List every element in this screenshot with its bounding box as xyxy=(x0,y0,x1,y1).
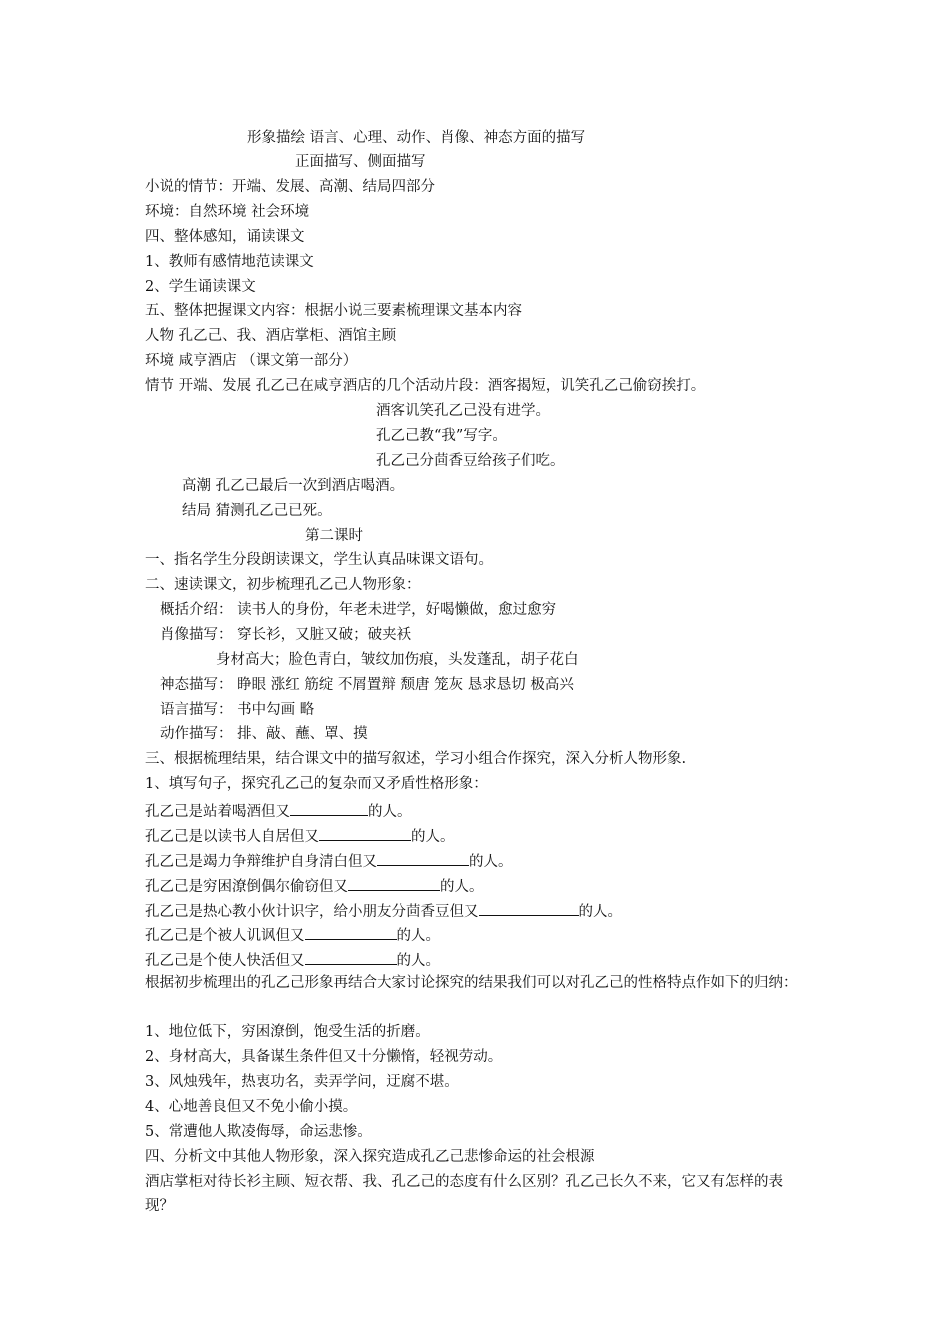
section-heading: 五、整体把握课文内容：根据小说三要素梳理课文基本内容 xyxy=(145,303,522,319)
text-line: 形象描绘 语言、心理、动作、肖像、神态方面的描写 xyxy=(247,130,586,146)
text-line: 小说的情节：开端、发展、高潮、结局四部分 xyxy=(145,179,435,195)
fill-in-sentence: 孔乙己是站着喝酒但又 的人。 xyxy=(145,799,412,822)
lesson-title: 第二课时 xyxy=(305,528,363,544)
section-heading: 三、根据梳理结果，结合课文中的描写叙述，学习小组合作探究，深入分析人物形象. xyxy=(145,751,687,767)
text-line: 孔乙己教“我”写字。 xyxy=(376,428,507,444)
list-item: 5、常遭他人欺凌侮辱，命运悲惨。 xyxy=(145,1124,372,1140)
text-line: 情节 开端、发展 孔乙己在咸亨酒店的几个活动片段：酒客揭短，讥笑孔乙己偷窃挨打。 xyxy=(145,378,706,394)
answer-blank xyxy=(305,923,397,940)
answer-blank xyxy=(348,874,440,891)
list-item: 3、风烛残年，热衷功名，卖弄学问，迂腐不堪。 xyxy=(145,1074,459,1090)
text-line: 1、填写句子，探究孔乙己的复杂而又矛盾性格形象： xyxy=(145,776,488,792)
text-line: 神态描写： 睁眼 涨红 筋绽 不屑置辩 颓唐 笼灰 恳求恳切 极高兴 xyxy=(160,677,574,693)
text-line: 环境 咸亨酒店 （课文第一部分） xyxy=(145,353,358,369)
paragraph: 酒店掌柜对待长衫主顾、短衣帮、我、孔乙己的态度有什么区别？孔乙己长久不来，它又有怎样的表现？ xyxy=(145,1174,783,1214)
section-heading: 一、指名学生分段朗读课文，学生认真品味课文语句。 xyxy=(145,552,493,568)
text-line: 语言描写： 书中勾画 略 xyxy=(160,702,315,718)
answer-blank xyxy=(305,948,397,965)
answer-blank xyxy=(377,849,469,866)
list-item: 2、身材高大，具备谋生条件但又十分懒惰，轻视劳动。 xyxy=(145,1049,503,1065)
text-line: 2、学生诵读课文 xyxy=(145,279,256,295)
fill-in-sentence: 孔乙己是个使人快活但又 的人。 xyxy=(145,948,440,971)
list-item: 4、心地善良但又不免小偷小摸。 xyxy=(145,1099,358,1115)
text-line: 结局 猜测孔乙己已死。 xyxy=(182,503,332,519)
text-line: 高潮 孔乙己最后一次到酒店喝酒。 xyxy=(182,478,405,494)
text-line: 环境：自然环境 社会环境 xyxy=(145,204,310,220)
fill-in-sentence: 孔乙己是热心教小伙计识字，给小朋友分茴香豆但又 的人。 xyxy=(145,899,622,922)
fill-in-sentence: 孔乙己是穷困潦倒偶尔偷窃但又 的人。 xyxy=(145,874,484,897)
list-item: 1、地位低下，穷困潦倒，饱受生活的折磨。 xyxy=(145,1024,430,1040)
text-line: 正面描写、侧面描写 xyxy=(295,154,426,170)
fill-in-sentence: 孔乙己是竭力争辩维护自身清白但又 的人。 xyxy=(145,849,513,872)
text-line: 孔乙己分茴香豆给孩子们吃。 xyxy=(376,453,565,469)
answer-blank xyxy=(319,824,411,841)
section-heading: 四、分析文中其他人物形象，深入探究造成孔乙己悲惨命运的社会根源 xyxy=(145,1149,595,1165)
section-heading: 四、整体感知，诵读课文 xyxy=(145,229,305,245)
answer-blank xyxy=(290,799,368,816)
text-line: 肖像描写： 穿长衫，又脏又破；破夹袄 xyxy=(160,627,412,643)
section-heading: 二、速读课文，初步梳理孔乙己人物形象： xyxy=(145,577,421,593)
fill-in-sentence: 孔乙己是个被人讥讽但又 的人。 xyxy=(145,923,440,946)
text-line: 动作描写： 排、敲、蘸、罩、摸 xyxy=(160,726,368,742)
text-line: 概括介绍： 读书人的身份，年老未进学，好喝懒做，愈过愈穷 xyxy=(160,602,557,618)
text-line: 酒客讥笑孔乙己没有进学。 xyxy=(376,403,550,419)
text-line: 1、教师有感情地范读课文 xyxy=(145,254,314,270)
text-line: 身材高大；脸色青白，皱纹加伤痕，头发蓬乱，胡子花白 xyxy=(216,652,579,668)
text-line: 人物 孔乙己、我、酒店掌柜、酒馆主顾 xyxy=(145,328,397,344)
answer-blank xyxy=(479,899,579,916)
paragraph: 根据初步梳理出的孔乙己形象再结合大家讨论探究的结果我们可以对孔乙己的性格特点作如下的归纳： xyxy=(145,975,798,991)
fill-in-sentence: 孔乙己是以读书人自居但又 的人。 xyxy=(145,824,455,847)
